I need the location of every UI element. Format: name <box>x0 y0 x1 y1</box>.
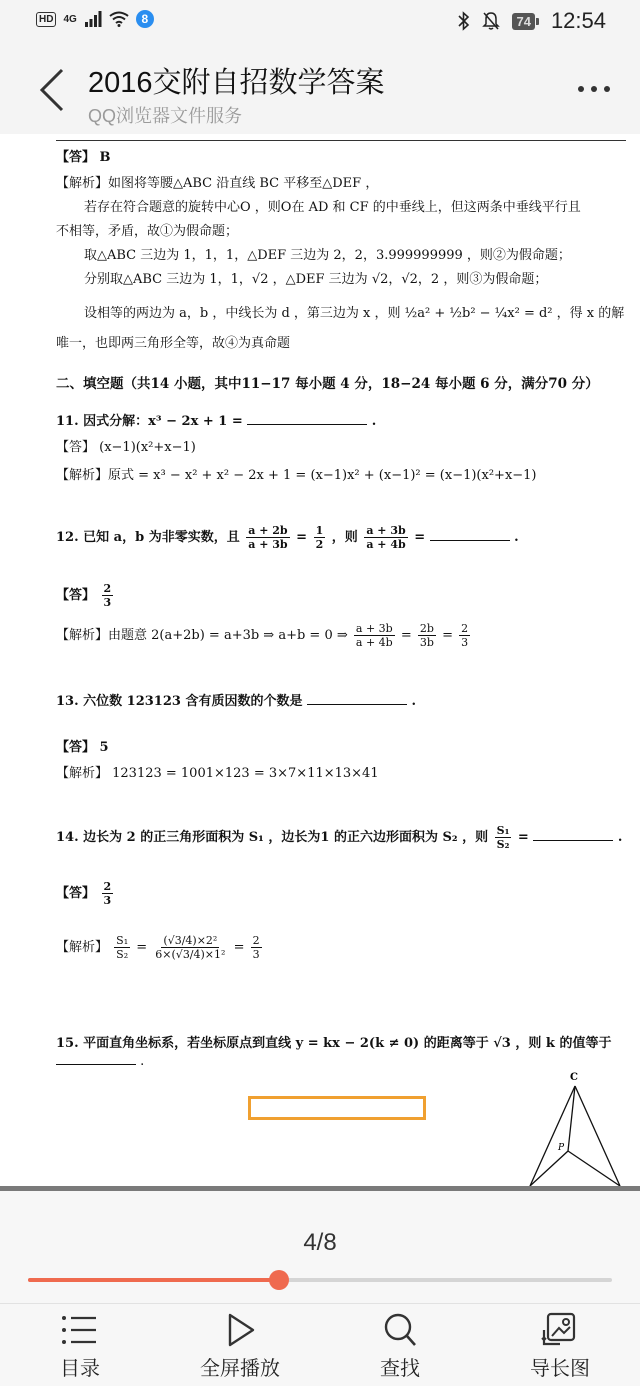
network-type: 4G <box>63 13 77 25</box>
status-bar <box>0 0 640 46</box>
question-15-blank: . <box>56 1052 144 1069</box>
mute-bell-icon <box>482 11 500 31</box>
median-formula: ½a² + ½b² − ¼x² = d² <box>404 306 553 321</box>
figure-label-c: C <box>570 1072 578 1083</box>
analysis-10-line1: 【解析】如图将等腰△ABC 沿直线 BC 平移至△DEF ， <box>56 176 379 191</box>
battery-level: 74 <box>512 13 534 30</box>
question-13: 13. 六位数 123123 含有质因数的个数是 . <box>56 694 417 709</box>
answer-11: 【答】 (x−1)(x²+x−1) <box>56 440 196 455</box>
back-arrow-icon[interactable] <box>38 68 68 112</box>
page-rule <box>56 140 626 141</box>
nav-export-long-image-button[interactable]: 导长图 <box>500 1304 620 1386</box>
answer-blank <box>533 828 613 841</box>
question-15: 15. 平面直角坐标系，若坐标原点到直线 y = kx − 2(k ≠ 0) 的距离等于 √3 ，则 k 的值等于 <box>56 1036 612 1051</box>
search-icon <box>380 1312 420 1348</box>
analysis-11: 【解析】原式 = x³ − x² + x² − 2x + 1 = (x−1)x² + (x−1)² = (x−1)(x²+x−1) <box>56 468 537 483</box>
analysis-12: 【解析】由题意 2(a+2b) = a+3b ⇒ a+b = 0 ⇒ $\frac{a + 3b}{a + 4b}$ = $\frac{2b}{3b}$ = $\frac{2}{3}$ <box>56 622 469 649</box>
answer-blank <box>430 528 510 541</box>
analysis-10-line5: 分别取△ABC 三边为 1，1，√2 ，△DEF 三边为 √2，√2，2 ，则③为假命题； <box>84 272 548 287</box>
answer-blank <box>307 692 407 705</box>
more-options-icon[interactable] <box>578 86 610 92</box>
hd-badge: HD <box>36 12 56 27</box>
progress-thumb[interactable] <box>269 1270 289 1290</box>
battery-indicator <box>512 13 538 30</box>
nav-fullscreen-play-button[interactable]: 全屏播放 <box>180 1304 300 1386</box>
answer-blank <box>56 1052 136 1065</box>
export-image-icon <box>540 1312 580 1348</box>
answer-14: 【答】 $\frac{2}{3}$ <box>56 880 112 907</box>
analysis-13: 【解析】 123123 = 1001×123 = 3×7×11×13×41 <box>56 766 379 781</box>
wifi-icon <box>109 11 129 27</box>
reader-panel <box>0 1191 640 1386</box>
section-heading: 二、填空题（共14 小题，其中11−17 每小题 4 分，18−24 每小题 6 分，满分70 分） <box>56 376 599 392</box>
question-11: 11. 因式分解：x³ − 2x + 1 = . <box>56 414 377 429</box>
analysis-14: 【解析】 $\frac{\text{S₁}}{\text{S₂}}$ = $\frac{\text{(√3/4)×2²}}{\text{6×(√3/4)×1²}}$ = $\frac{2}{3}$ <box>56 934 260 961</box>
analysis-10-line2: 若存在符合题意的旋转中心O ，则O在 AD 和 CF 的中垂线上，但这两条中垂线平行且 <box>84 200 581 215</box>
clock: 12:54 <box>550 8 606 33</box>
analysis-10-line6: 设相等的两边为 a，b ，中线长为 d ，第三边为 x ，则 ½a² + ½b² − ¼x² = d² ，得 x 的解 <box>84 306 625 321</box>
notification-badge-icon: 8 <box>136 10 154 28</box>
analysis-10-line4: 取△ABC 三边为 1，1，1，△DEF 三边为 2，2，3.999999999 ，则②为假命题； <box>84 248 571 263</box>
answer-blank <box>247 412 367 425</box>
figure-label-p: P <box>558 1143 565 1153</box>
page-progress-slider[interactable] <box>28 1278 612 1282</box>
answer-12: 【答】 $\frac{2}{3}$ <box>56 582 112 609</box>
document-source: QQ浏览器文件服务 <box>88 106 243 126</box>
bottom-nav <box>0 1304 640 1386</box>
answer-10: 【答】 B <box>56 150 111 165</box>
top-app-bar <box>0 46 640 134</box>
answer-13: 【答】 5 <box>56 740 109 755</box>
analysis-10-line7: 唯一，也即两三角形全等，故④为真命题 <box>56 336 291 351</box>
list-icon <box>60 1312 100 1348</box>
progress-fill <box>28 1278 279 1282</box>
question-12: 12. 已知 a，b 为非零实数，且 $\frac{a + 2b}{a + 3b}$ = $\frac{1}{2}$ ，则 $\frac{a + 3b}{a + 4b}$ = . <box>56 524 519 551</box>
nav-contents-button[interactable]: 目录 <box>20 1304 140 1386</box>
page-indicator: 4/8 <box>303 1229 337 1256</box>
highlight-box <box>248 1096 426 1120</box>
geometry-figure <box>520 1066 630 1186</box>
document-title: 2016交附自招数学答案 <box>88 67 385 99</box>
play-icon <box>220 1312 260 1348</box>
signal-icon <box>84 11 102 27</box>
bluetooth-icon <box>458 11 470 31</box>
analysis-10-line3: 不相等，矛盾，故①为假命题； <box>56 224 239 239</box>
document-page <box>0 134 640 1186</box>
question-14: 14. 边长为 2 的正三角形面积为 S₁ ，边长为1 的正六边形面积为 S₂ ，则 $\frac{\text{S₁}}{\text{S₂}}$ = . <box>56 824 623 851</box>
nav-search-button[interactable]: 查找 <box>340 1304 460 1386</box>
